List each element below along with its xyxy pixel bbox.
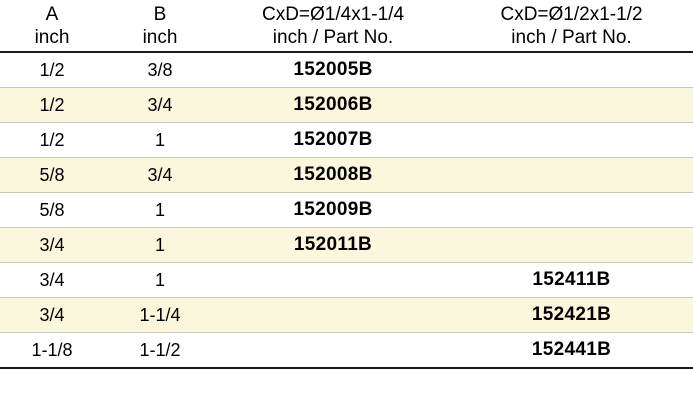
cell-a: 5/8 xyxy=(0,158,104,193)
table-row xyxy=(0,52,693,88)
column-header-cxd-half-unit: inch / Part No. xyxy=(511,27,632,48)
cell-a: 3/4 xyxy=(0,298,104,333)
cell-a: 5/8 xyxy=(0,193,104,228)
cell-b: 1 xyxy=(104,228,216,263)
column-header-a-title: A xyxy=(45,4,59,25)
table-row xyxy=(0,193,693,228)
column-header-cxd-half xyxy=(450,0,693,52)
cell-part-no-quarter: 152011B xyxy=(216,228,450,263)
cell-part-no-half xyxy=(450,52,693,88)
cell-a: 1/2 xyxy=(0,52,104,88)
cell-a: 1/2 xyxy=(0,88,104,123)
table-header xyxy=(0,0,693,52)
column-header-cxd-half-title: CxD=Ø1/2x1-1/2 xyxy=(500,4,643,25)
cell-a: 3/4 xyxy=(0,228,104,263)
table-row xyxy=(0,123,693,158)
column-header-a xyxy=(0,0,104,52)
table-row xyxy=(0,158,693,193)
table-body xyxy=(0,52,693,368)
cell-part-no-half xyxy=(450,193,693,228)
cell-part-no-half xyxy=(450,158,693,193)
column-header-cxd-quarter-title: CxD=Ø1/4x1-1/4 xyxy=(261,4,405,25)
table-row xyxy=(0,263,693,298)
cell-part-no-half xyxy=(450,123,693,158)
table-row xyxy=(0,228,693,263)
cell-b: 1 xyxy=(104,263,216,298)
column-header-a-unit: inch xyxy=(34,27,70,48)
cell-part-no-quarter: 152005B xyxy=(216,52,450,88)
cell-b: 3/4 xyxy=(104,158,216,193)
cell-a: 1/2 xyxy=(0,123,104,158)
table-row xyxy=(0,333,693,369)
cell-b: 1-1/4 xyxy=(104,298,216,333)
cell-b: 1 xyxy=(104,193,216,228)
cell-part-no-half: 152411B xyxy=(450,263,693,298)
cell-b: 1-1/2 xyxy=(104,333,216,369)
column-header-b-title: B xyxy=(153,4,167,25)
cell-part-no-half xyxy=(450,88,693,123)
cell-part-no-half: 152441B xyxy=(450,333,693,369)
cell-part-no-half xyxy=(450,228,693,263)
cell-b: 3/8 xyxy=(104,52,216,88)
cell-a: 1-1/8 xyxy=(0,333,104,369)
cell-a: 3/4 xyxy=(0,263,104,298)
cell-part-no-quarter xyxy=(216,263,450,298)
column-header-b xyxy=(104,0,216,52)
cell-part-no-quarter: 152009B xyxy=(216,193,450,228)
cell-part-no-half: 152421B xyxy=(450,298,693,333)
cell-b: 3/4 xyxy=(104,88,216,123)
table-row xyxy=(0,298,693,333)
column-header-cxd-quarter-unit: inch / Part No. xyxy=(272,27,394,48)
cell-b: 1 xyxy=(104,123,216,158)
table-row xyxy=(0,88,693,123)
cell-part-no-quarter: 152008B xyxy=(216,158,450,193)
column-header-cxd-quarter xyxy=(216,0,450,52)
column-header-b-unit: inch xyxy=(142,27,178,48)
cell-part-no-quarter: 152006B xyxy=(216,88,450,123)
cell-part-no-quarter xyxy=(216,333,450,369)
cell-part-no-quarter: 152007B xyxy=(216,123,450,158)
cell-part-no-quarter xyxy=(216,298,450,333)
